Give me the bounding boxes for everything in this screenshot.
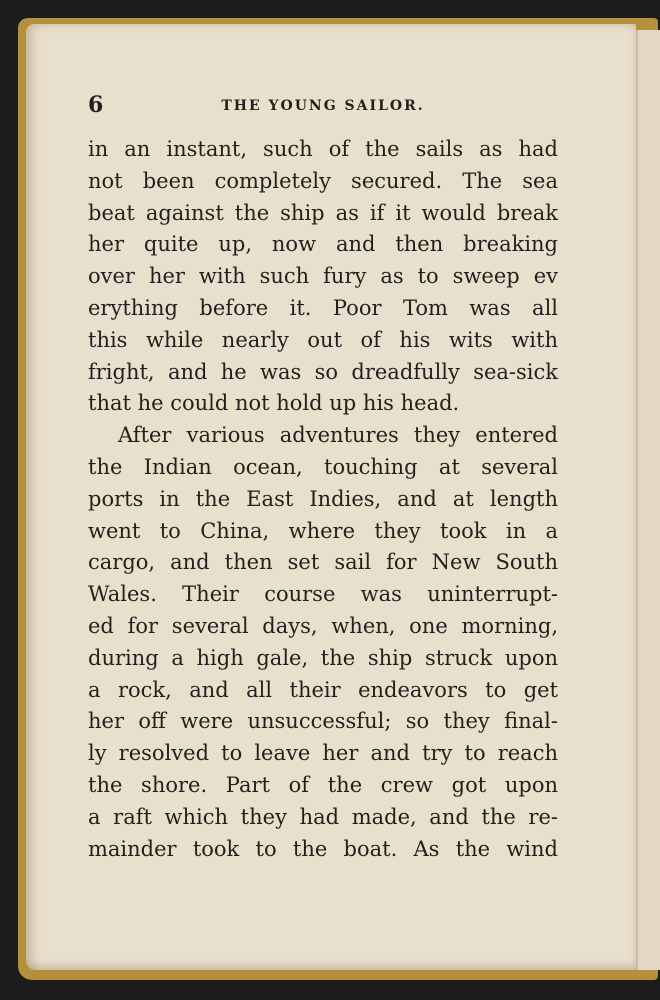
text-line: the shore. Part of the crew got upon bbox=[88, 772, 558, 797]
text-line: went to China, where they took in a bbox=[88, 518, 558, 543]
text-line: a raft which they had made, and the re- bbox=[88, 804, 558, 829]
text-line: ed for several days, when, one morning, bbox=[88, 613, 558, 638]
text-line: her off were unsuccessful; so they final- bbox=[88, 709, 558, 734]
running-head: THE YOUNG SAILOR. bbox=[221, 98, 425, 114]
text-line: in an instant, such of the sails as had bbox=[88, 137, 558, 161]
text-line: beat against the ship as if it would break bbox=[88, 200, 558, 225]
text-line: over her with such fury as to sweep ev bbox=[88, 264, 558, 289]
text-line: not been completely secured. The sea bbox=[88, 168, 558, 193]
text-line: a rock, and all their endeavors to get bbox=[88, 677, 558, 702]
text-line: After various adventures they entered bbox=[118, 423, 558, 448]
text-line: mainder took to the boat. As the wind bbox=[88, 836, 558, 861]
text-line: ly resolved to leave her and try to reach bbox=[88, 741, 558, 766]
text-line: that he could not hold up his head. bbox=[88, 391, 460, 416]
text-line: the Indian ocean, touching at several bbox=[88, 454, 558, 479]
facing-page-edge bbox=[636, 30, 660, 970]
text-line: fright, and he was so dreadfully sea-sick bbox=[88, 359, 558, 384]
text-line: Wales. Their course was uninterrupt- bbox=[88, 582, 558, 607]
text-line: cargo, and then set sail for New South bbox=[88, 550, 558, 575]
page-header bbox=[88, 92, 558, 122]
page-number: 6 bbox=[88, 92, 104, 118]
text-line: this while nearly out of his wits with bbox=[88, 327, 558, 352]
text-line: erything before it. Poor Tom was all bbox=[88, 295, 558, 320]
text-line: ports in the East Indies, and at length bbox=[88, 486, 558, 511]
text-line: her quite up, now and then breaking bbox=[88, 232, 558, 257]
text-line: during a high gale, the ship struck upon bbox=[88, 645, 558, 670]
body-text bbox=[88, 134, 558, 865]
